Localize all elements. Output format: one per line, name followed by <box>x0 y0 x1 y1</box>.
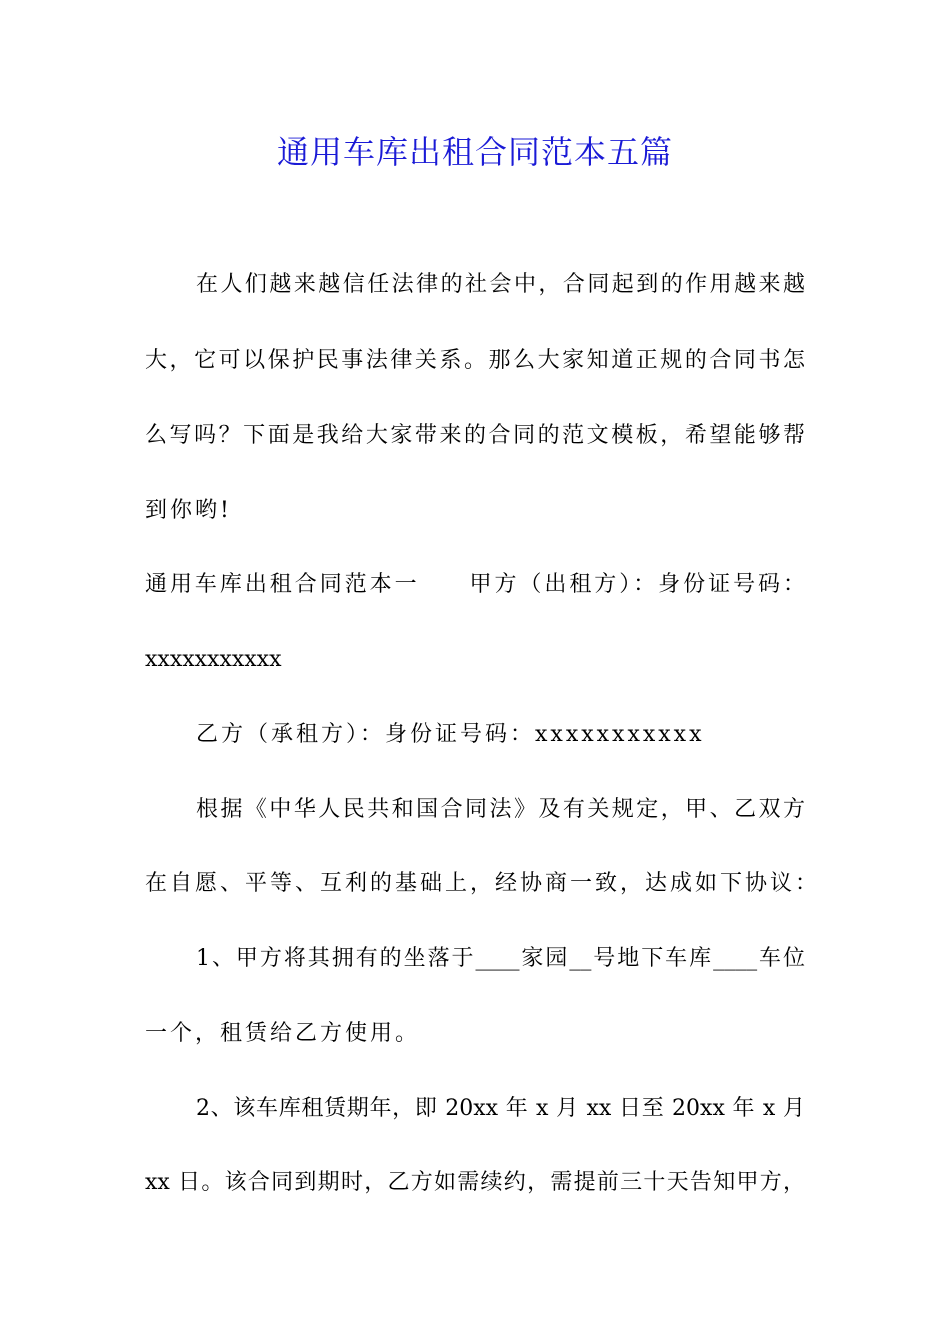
paragraph-line: xxxxxxxxxxx <box>145 647 282 672</box>
paragraph-line: 在自愿、平等、互利的基础上，经协商一致，达成如下协议： <box>145 871 821 896</box>
paragraph-line: 么写吗？下面是我给大家带来的合同的范文模板，希望能够帮 <box>145 423 805 448</box>
paragraph-line: 在人们越来越信任法律的社会中，合同起到的作用越来越 <box>196 272 805 297</box>
paragraph-line: 大，它可以保护民事法律关系。那么大家知道正规的合同书怎 <box>145 348 805 373</box>
paragraph-line: 2、该车库租赁期年，即 20xx 年 x 月 xx 日至 20xx 年 x 月 <box>196 1096 805 1121</box>
paragraph-line: xx 日。该合同到期时，乙方如需续约，需提前三十天告知甲方， <box>145 1170 805 1195</box>
paragraph-line: 一个，租赁给乙方使用。 <box>145 1021 421 1046</box>
paragraph-line: 根据《中华人民共和国合同法》及有关规定，甲、乙双方 <box>196 797 805 822</box>
paragraph-line: 乙方（承租方）：身份证号码：xxxxxxxxxxx <box>196 722 705 747</box>
document-title: 通用车库出租合同范本五篇 <box>276 133 673 171</box>
paragraph-line: 通用车库出租合同范本一 甲方（出租方）：身份证号码： <box>145 572 805 597</box>
paragraph-line: 1、甲方将其拥有的坐落于____家园__号地下车库____车位 <box>196 946 805 971</box>
paragraph-line: 到你哟! <box>145 498 232 523</box>
